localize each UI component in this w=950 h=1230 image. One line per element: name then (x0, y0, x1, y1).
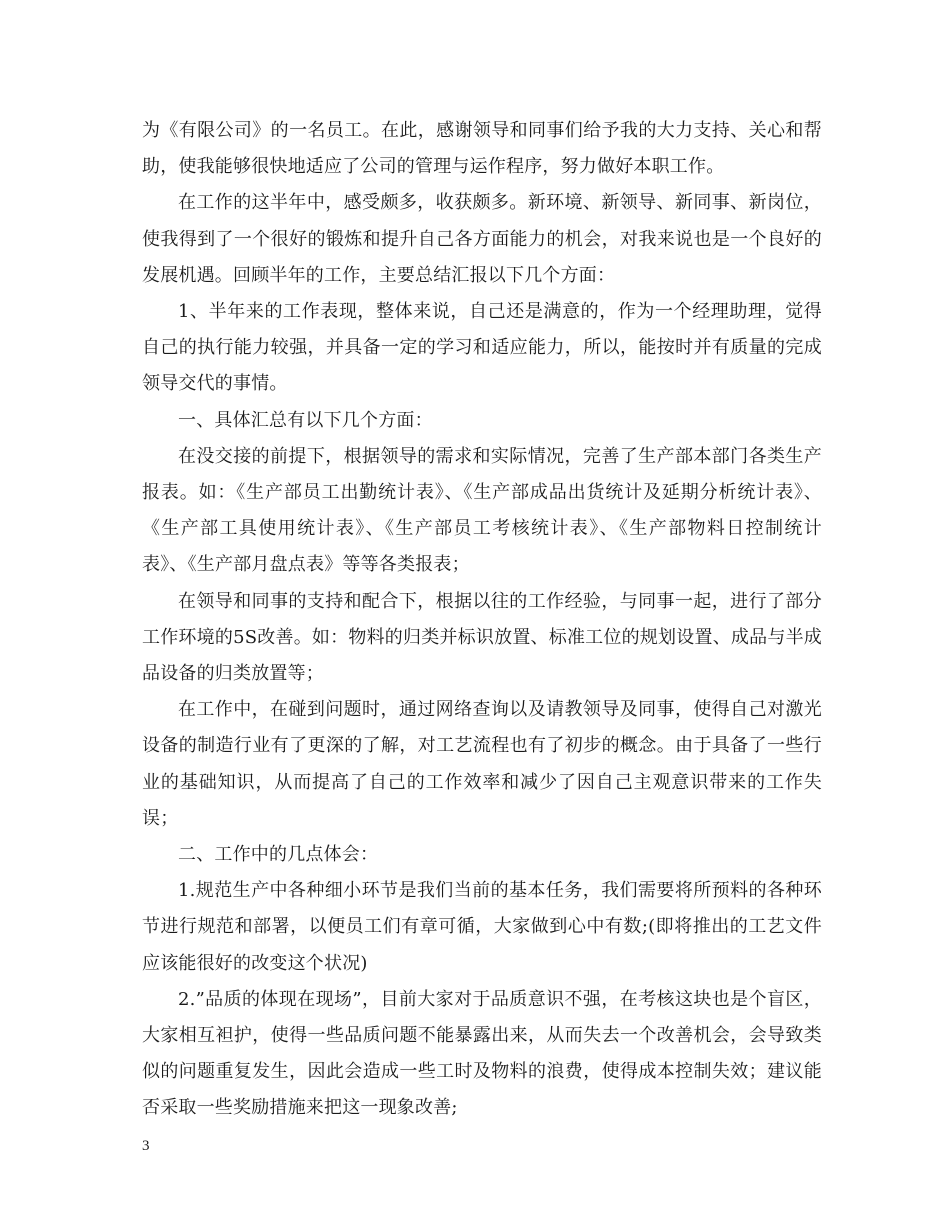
section-heading-2: 二、工作中的几点体会： (178, 844, 379, 866)
paragraph-6: 在领导和同事的支持和配合下，根据以往的工作经验，与同事一起，进行了部分工作环境的5S改善。如：物料的归类并标识放置、标准工位的规划设置、成品与半成品设备的归类放置等； (142, 590, 822, 685)
paragraph-9: 1.规范生产中各种细小环节是我们当前的基本任务，我们需要将所预料的各种环节进行规范和部署，以便员工们有章可循，大家做到心中有数;(即将推出的工艺文件应该能很好的改变这个状况) (142, 880, 822, 974)
paragraph-7: 在工作中，在碰到问题时，通过网络查询以及请教领导及同事，使得自己对激光设备的制造行业有了更深的了解，对工艺流程也有了初步的概念。由于具备了一些行业的基础知识，从而提高了自己的工作效率和减少了因自己主观意识带来的工作失误； (142, 699, 822, 829)
paragraph-1: 为《有限公司》的一名员工。在此，感谢领导和同事们给予我的大力支持、关心和帮助，使我能够很快地适应了公司的管理与运作程序，努力做好本职工作。 (142, 120, 822, 178)
paragraph-10: 2.”品质的体现在现场”，目前大家对于品质意识不强，在考核这块也是个盲区，大家相互袒护，使得一些品质问题不能暴露出来，从而失去一个改善机会，会导致类似的问题重复发生，因此会造成一些工时及物料的浪费，使得成本控制失效；建议能否采取一些奖励措施来把这一现象改善; (142, 988, 822, 1119)
page-number: 3 (142, 1138, 150, 1154)
paragraph-3: 1、半年来的工作表现，整体来说，自己还是满意的，作为一个经理助理，觉得自己的执行能力较强，并具备一定的学习和适应能力，所以，能按时并有质量的完成领导交代的事情。 (142, 301, 822, 395)
paragraph-2: 在工作的这半年中，感受颇多，收获颇多。新环境、新领导、新同事、新岗位，使我得到了一个很好的锻炼和提升自己各方面能力的机会，对我来说也是一个良好的发展机遇。回顾半年的工作，主要总结汇报以下几个方面： (142, 192, 822, 286)
section-heading-1: 一、具体汇总有以下几个方面： (178, 409, 433, 431)
paragraph-5: 在没交接的前提下，根据领导的需求和实际情况，完善了生产部本部门各类生产报表。如：《生产部员工出勤统计表》、《生产部成品出货统计及延期分析统计表》、《生产部工具使用统计表》、《生产部员工考核统计表》、《生产部物料日控制统计表》、《生产部月盘点表》等等各类报表； (142, 445, 822, 576)
document-body (142, 113, 822, 1127)
